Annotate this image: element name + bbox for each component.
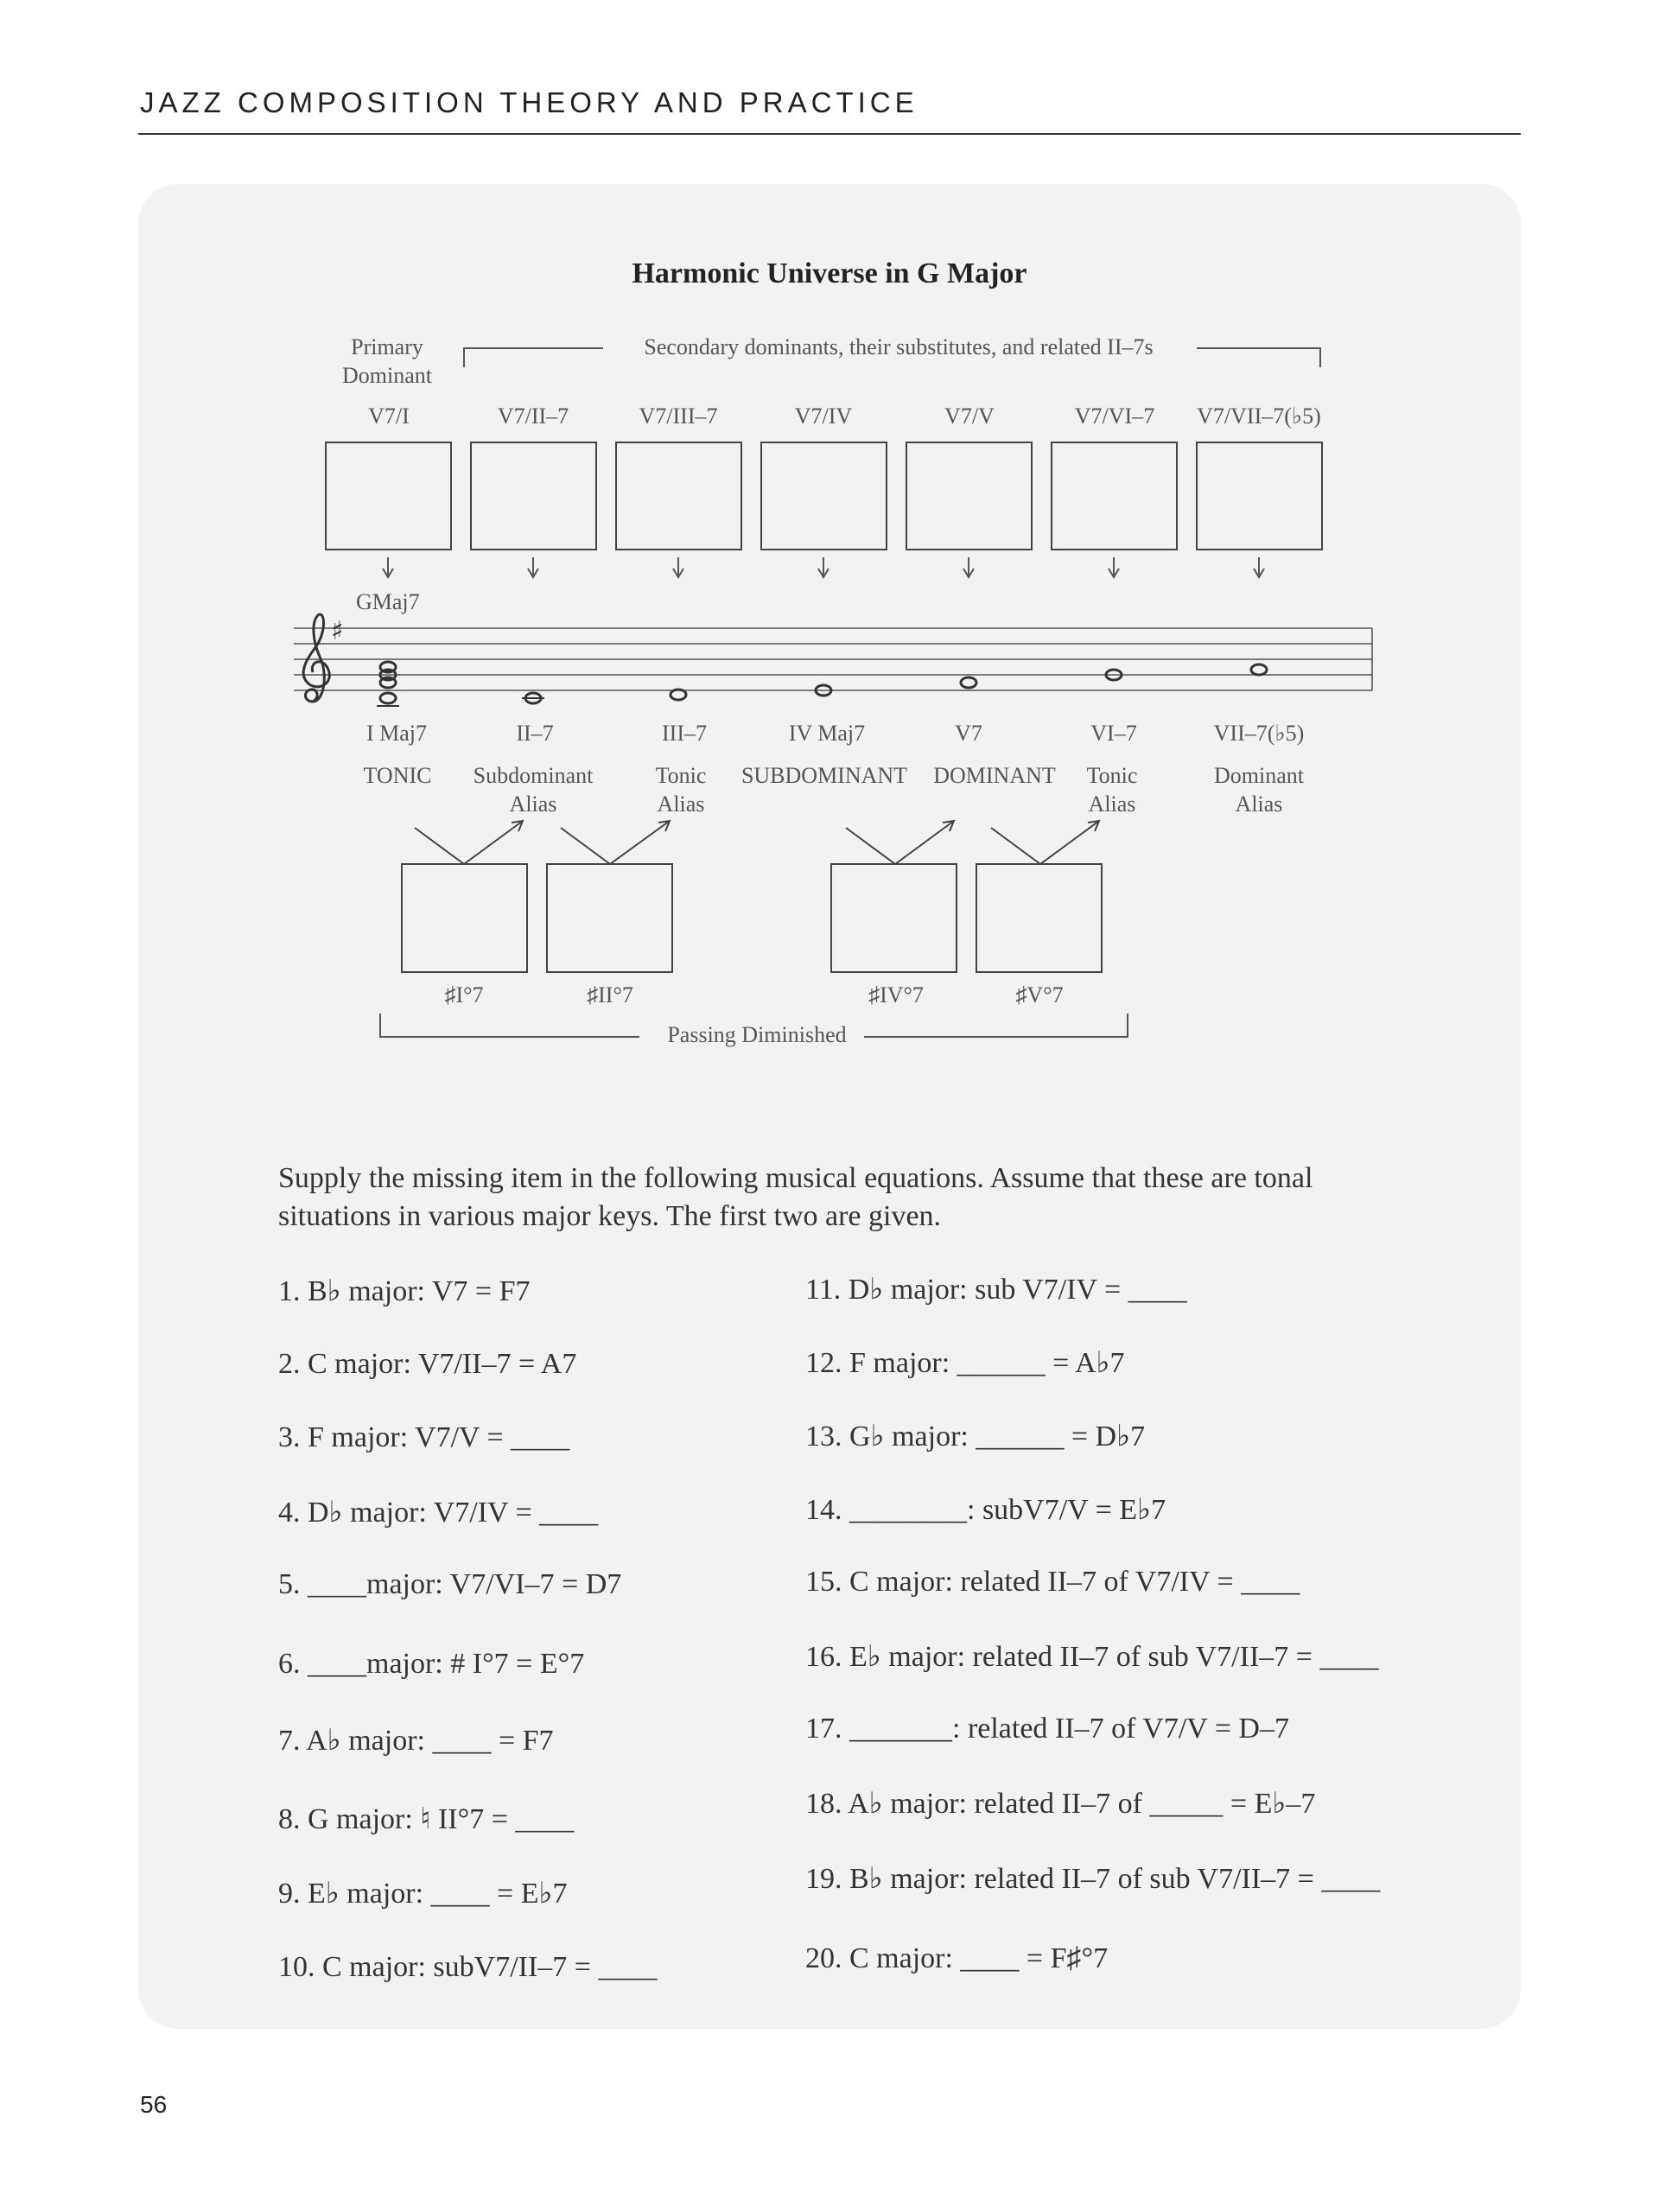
function-label: Tonic xyxy=(1086,763,1138,788)
answer-box xyxy=(1052,442,1177,550)
degree-label: II–7 xyxy=(516,721,554,746)
diminished-answer-box xyxy=(976,864,1102,972)
down-arrow xyxy=(528,557,538,577)
dominant-label: V7/IV xyxy=(794,404,853,429)
dominant-label: V7/I xyxy=(368,404,410,429)
exercise-item: 4. D♭ major: V7/IV = ____ xyxy=(278,1497,599,1529)
degree-label: VII–7(♭5) xyxy=(1213,721,1305,746)
answer-box xyxy=(326,442,451,550)
diminished-label: ♯IV°7 xyxy=(868,982,924,1007)
degree-label: I Maj7 xyxy=(365,721,428,746)
running-head: JAZZ COMPOSITION THEORY AND PRACTICE xyxy=(140,86,918,118)
down-arrow xyxy=(1254,557,1264,577)
function-label: DOMINANT xyxy=(933,763,1056,788)
primary-dominant-label-1: Primary xyxy=(351,334,423,359)
degree-label: III–7 xyxy=(662,721,707,746)
exercise-item: 2. C major: V7/II–7 = A7 xyxy=(278,1348,577,1380)
exercise-item: 10. C major: subV7/II–7 = ____ xyxy=(278,1951,658,1983)
exercise-item: 16. E♭ major: related II–7 of sub V7/II–7 = ____ xyxy=(805,1641,1379,1673)
connector-line xyxy=(415,821,523,864)
whole-note xyxy=(1251,664,1267,675)
dominant-label: V7/III–7 xyxy=(639,404,718,429)
connector-line xyxy=(846,821,954,864)
exercise-item: 5. ____major: V7/VI–7 = D7 xyxy=(278,1568,622,1600)
exercise-item: 19. B♭ major: related II–7 of sub V7/II–7 = ____ xyxy=(805,1863,1381,1895)
exercise-item: 20. C major: ____ = F♯°7 xyxy=(805,1942,1109,1974)
secondary-bracket-left xyxy=(464,348,603,367)
diagram-title: Harmonic Universe in G Major xyxy=(632,257,1027,289)
tonic-chord-label: GMaj7 xyxy=(356,589,420,614)
diminished-label: ♯I°7 xyxy=(444,982,484,1007)
exercise-item: 17. _______: related II–7 of V7/V = D–7 xyxy=(805,1713,1289,1745)
function-label: Subdominant xyxy=(473,763,594,788)
function-label: Alias xyxy=(509,791,557,817)
instructions-text: Supply the missing item in the following musical equations. Assume that these are tonal situations in various major keys. The first two are given. xyxy=(278,1162,1313,1232)
function-label: Alias xyxy=(657,791,705,817)
answer-box xyxy=(616,442,741,550)
passing-diminished-label: Passing Diminished xyxy=(667,1022,847,1047)
down-arrow xyxy=(1109,557,1119,577)
function-label: Alias xyxy=(1088,791,1136,817)
down-arrow xyxy=(963,557,974,577)
secondary-dominants-label: Secondary dominants, their substitutes, and related II–7s xyxy=(644,334,1154,359)
diminished-answer-box xyxy=(831,864,957,972)
function-label: TONIC xyxy=(363,763,432,788)
dominant-label: V7/II–7 xyxy=(497,404,569,429)
music-staff xyxy=(294,628,1372,690)
exercise-item: 8. G major: ♮ II°7 = ____ xyxy=(278,1803,575,1835)
exercise-item: 14. ________: subV7/V = E♭7 xyxy=(805,1494,1166,1526)
down-arrow xyxy=(383,557,393,577)
harmonic-universe-diagram xyxy=(0,0,1659,1089)
whole-note xyxy=(380,693,396,703)
degree-label: VI–7 xyxy=(1090,721,1137,746)
dominant-label: V7/V xyxy=(944,404,995,429)
exercise-item: 9. E♭ major: ____ = E♭7 xyxy=(278,1878,568,1910)
notes xyxy=(377,662,1267,706)
connector-line xyxy=(991,821,1099,864)
whole-note xyxy=(961,677,976,688)
exercise-item: 12. F major: ______ = A♭7 xyxy=(805,1347,1125,1379)
diminished-answer-box xyxy=(402,864,527,972)
down-arrow xyxy=(673,557,683,577)
key-signature-sharp: ♯ xyxy=(331,616,344,646)
diminished-label: ♯V°7 xyxy=(1015,982,1064,1007)
passing-bracket-left xyxy=(380,1014,639,1037)
exercise-item: 7. A♭ major: ____ = F7 xyxy=(278,1725,554,1757)
exercise-item: 15. C major: related II–7 of V7/IV = ____ xyxy=(805,1566,1300,1598)
down-arrow xyxy=(818,557,829,577)
diminished-label: ♯II°7 xyxy=(587,982,633,1007)
exercise-item: 13. G♭ major: ______ = D♭7 xyxy=(805,1421,1146,1452)
exercise-item: 1. B♭ major: V7 = F7 xyxy=(278,1275,531,1307)
function-label: Tonic xyxy=(655,763,707,788)
answer-box xyxy=(906,442,1032,550)
exercise-item: 6. ____major: # I°7 = E°7 xyxy=(278,1648,585,1680)
secondary-bracket-right xyxy=(1197,348,1320,367)
passing-bracket-right xyxy=(864,1014,1128,1037)
degree-label: IV Maj7 xyxy=(788,721,866,746)
exercise-item: 11. D♭ major: sub V7/IV = ____ xyxy=(805,1274,1187,1306)
connector-line xyxy=(561,821,670,864)
answer-box xyxy=(471,442,596,550)
dominant-label: V7/VII–7(♭5) xyxy=(1197,404,1321,429)
degree-label: V7 xyxy=(955,721,982,746)
function-label: SUBDOMINANT xyxy=(741,763,908,788)
primary-dominant-label-2: Dominant xyxy=(342,363,432,388)
exercise-item: 3. F major: V7/V = ____ xyxy=(278,1421,570,1453)
function-label: Dominant xyxy=(1214,763,1304,788)
answer-box xyxy=(761,442,887,550)
page-number: 56 xyxy=(140,2091,168,2118)
function-label: Alias xyxy=(1235,791,1283,817)
answer-box xyxy=(1197,442,1322,550)
diminished-answer-box xyxy=(547,864,672,972)
dominant-label: V7/VI–7 xyxy=(1074,404,1155,429)
exercise-item: 18. A♭ major: related II–7 of _____ = E♭–7 xyxy=(805,1788,1316,1820)
